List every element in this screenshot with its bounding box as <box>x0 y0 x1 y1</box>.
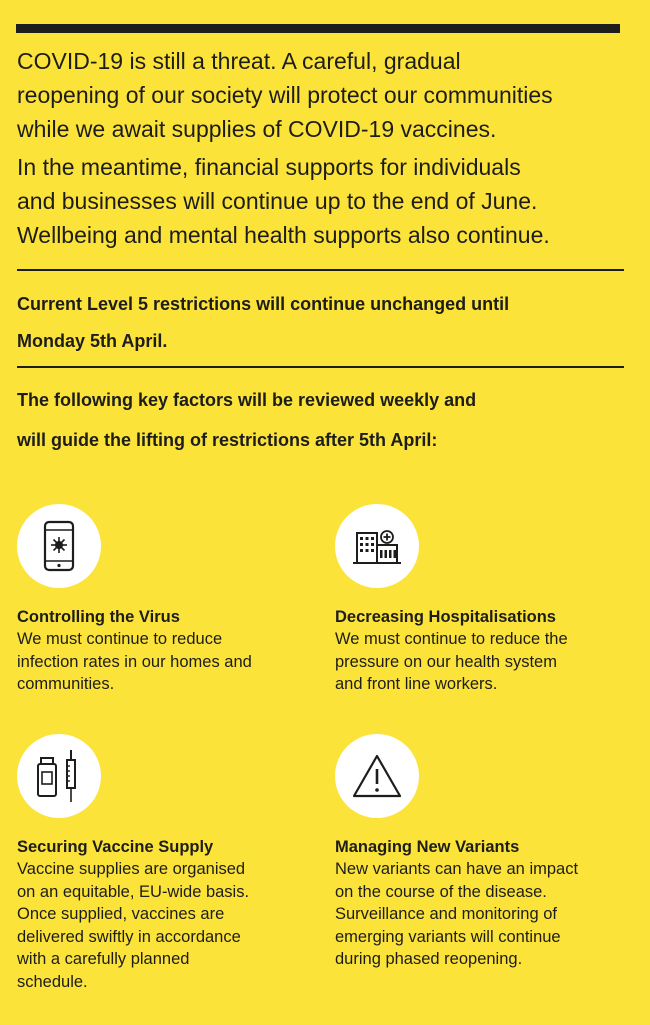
intro-paragraph-1: COVID-19 is still a threat. A careful, gradual reopening of our society will protect our communities while we await supplies of COVID-19 vaccines. <box>17 48 553 142</box>
vaccine-icon <box>17 734 101 818</box>
key-factors-intro: The following key factors will be reviewed weekly and will guide the lifting of restrictions after 5th April: <box>17 390 477 450</box>
factor-title: Decreasing Hospitalisations <box>335 608 556 626</box>
factor-decreasing-hospitalisations <box>335 504 635 696</box>
intro-text <box>17 44 627 256</box>
factor-controlling-virus <box>17 504 317 696</box>
section-divider <box>17 269 624 271</box>
factor-title: Securing Vaccine Supply <box>17 838 214 856</box>
intro-paragraph-2: In the meantime, financial supports for individuals and businesses will continue up to the end of June. Wellbeing and mental health supports also continue. <box>17 154 550 248</box>
factor-securing-vaccine-supply <box>17 734 317 993</box>
factor-description: New variants can have an impact on the course of the disease. Surveillance and monitoring of emerging variants will continue during phased reopening. <box>335 860 579 968</box>
hospital-icon <box>335 504 419 588</box>
phone-virus-icon <box>17 504 101 588</box>
factor-title: Managing New Variants <box>335 838 520 856</box>
restrictions-notice: Current Level 5 restrictions will continue unchanged until Monday 5th April. <box>17 294 510 351</box>
factor-description: We must continue to reduce infection rates in our homes and communities. <box>17 630 252 693</box>
factor-description: We must continue to reduce the pressure on our health system and front line workers. <box>335 630 568 693</box>
section-divider <box>17 366 624 368</box>
factor-managing-new-variants <box>335 734 635 971</box>
factor-title: Controlling the Virus <box>17 608 180 626</box>
warning-icon <box>335 734 419 818</box>
top-divider-bar <box>16 24 620 33</box>
factor-description: Vaccine supplies are organised on an equitable, EU-wide basis. Once supplied, vaccines are delivered swiftly in accordance with a carefully planned schedule. <box>17 860 250 991</box>
